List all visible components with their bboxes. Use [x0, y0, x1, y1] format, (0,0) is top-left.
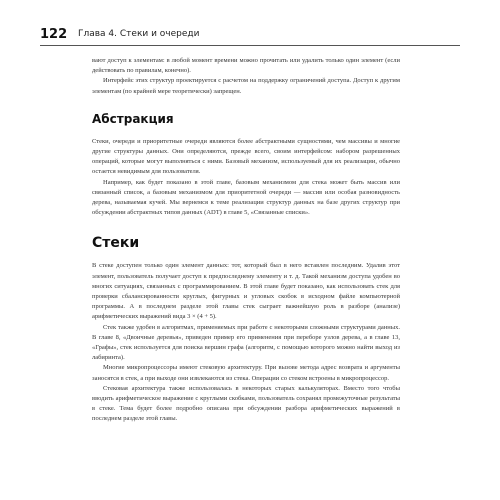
- stacks-paragraph-3: Многие микропроцессоры имеют стековую архитектуру. При вызове метода адрес возврата и аргументы заносятся в стек, а при выходе они извлекаются из стека. Операции со стеком встроены в микропроцессор.: [92, 364, 400, 382]
- stacks-paragraph-1: В стеке доступен только один элемент данных: тот, который был в него вставлен последним. Удалив этот элемент, пользователь получает доступ к предпоследнему элементу и т. д. Такой механизм доступа удобен во многих ситуациях, связанных с программированием. В этой главе будет показано, как использовать стек для проверки сбалансированности круглых, фигурных и угловых скобок в исходном файле компьютерной программы. А в последнем разделе этой главы стек сыграет важнейшую роль в разборе (анализе) арифметических выражений вида 3 × (4 + 5).: [92, 262, 400, 321]
- stacks-paragraph-2: Стек также удобен в алгоритмах, применяемых при работе с некоторыми сложными структурами данных. В главе 8, «Двоичные деревья», приведен пример его применения при переборе узлов дерева, а в главе 13, «Графы», стек используется для поиска вершин графа (алгоритм, с помощью которого можно найти выход из лабиринта).: [92, 323, 400, 362]
- page-header: [40, 27, 460, 46]
- page-body: [92, 56, 400, 425]
- abstraction-paragraph-1: Стеки, очереди и приоритетные очереди являются более абстрактными сущностями, чем массивы и многие другие структуры данных. Они определяются, прежде всего, своим интерфейсом: набором разрешенных операций, которые могут выполняться с ними. Базовый механизм, используемый для их реализации, обычно остается невидимым для пользователя.: [92, 137, 400, 176]
- chapter-title: Глава 4. Стеки и очереди: [78, 29, 200, 39]
- stacks-paragraph-4: Стековая архитектура также использовалась в некоторых старых калькуляторах. Вместо того чтобы вводить арифметическое выражение с круглыми скобками, пользователь сохранял промежуточные результаты в стеке. Тема будет более подробно описана при обсуждении разбора арифметических выражений в последнем разделе этой главы.: [92, 384, 400, 423]
- intro-paragraph-2: Интерфейс этих структур проектируется с расчетом на поддержку ограничений доступа. Доступ к другим элементам (по крайней мере теоретически) запрещен.: [92, 77, 400, 95]
- section-heading-abstraction: Абстракция: [92, 111, 174, 126]
- page-number: 122: [40, 27, 68, 42]
- abstraction-paragraph-2: Например, как будет показано в этой главе, базовым механизмом для стека может быть массив или связанный список, а базовым механизмом для приоритетной очереди — массив или особая разновидность дерева, называемая кучей. Мы вернемся к теме реализации структур данных на базе других структур при обсуждении абстрактных типов данных (ADT) в главе 5, «Связанные списки».: [92, 178, 400, 217]
- section-heading-stacks: Стеки: [92, 235, 140, 252]
- intro-paragraph-1: вают доступ к элементам: в любой момент времени можно прочитать или удалить только один элемент (если действовать по правилам, конечно).: [92, 57, 400, 75]
